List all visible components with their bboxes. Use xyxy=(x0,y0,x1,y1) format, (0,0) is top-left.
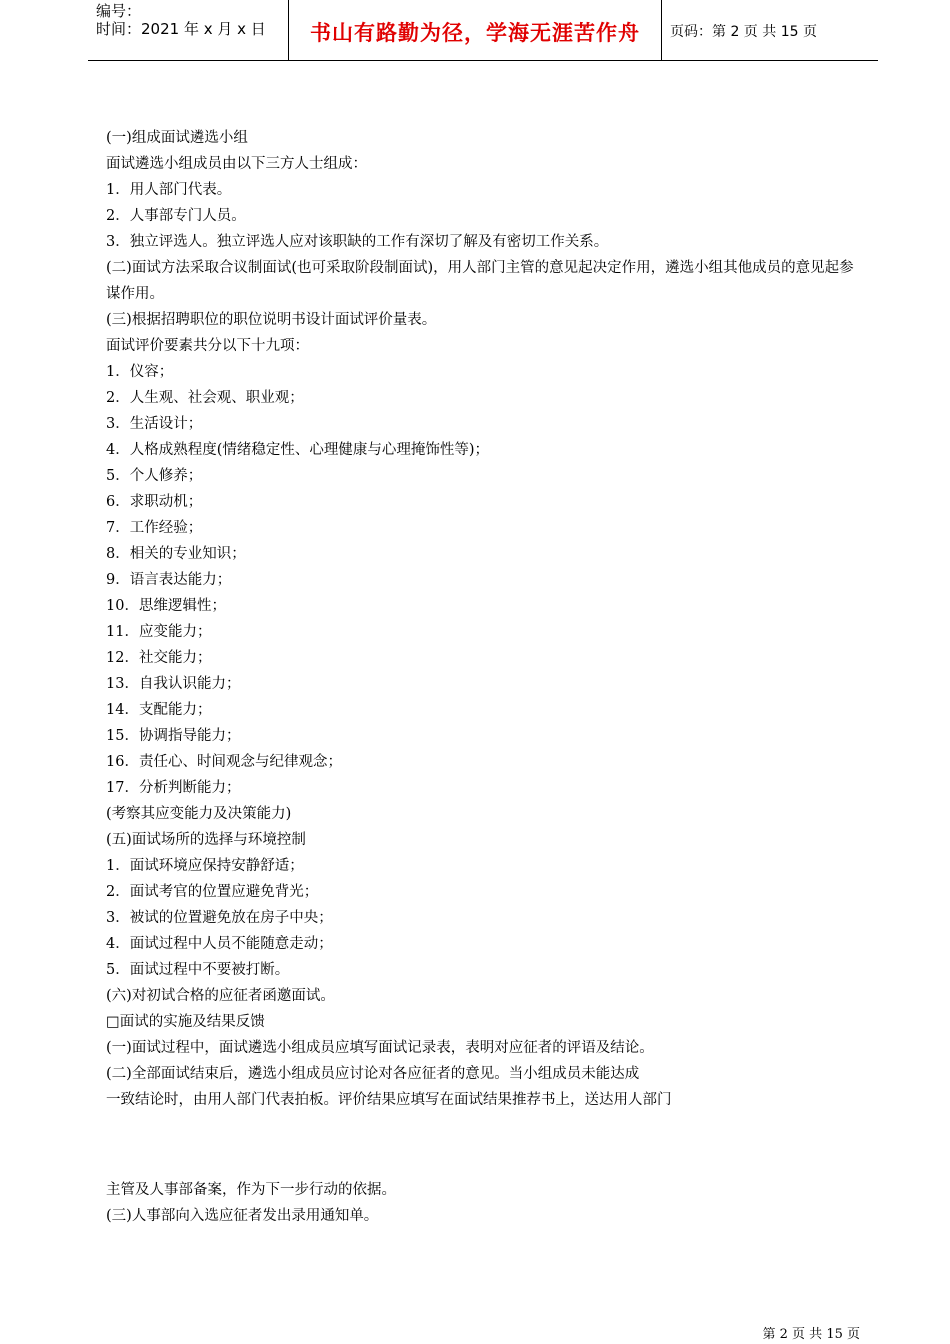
header-meta-cell xyxy=(88,0,289,60)
text-line: 12．社交能力； xyxy=(106,650,212,666)
text-line: 2．人生观、社会观、职业观； xyxy=(106,390,304,406)
text-line: 17．分析判断能力； xyxy=(106,780,241,796)
body-section-a xyxy=(106,125,866,255)
text-line: 7．工作经验； xyxy=(106,520,203,536)
text-line: 15．协调指导能力； xyxy=(106,728,241,744)
text-line: 面试评价要素共分以下十九项： xyxy=(106,338,309,354)
document-body xyxy=(106,125,866,1229)
text-line: □面试的实施及结果反馈 xyxy=(106,1014,265,1030)
text-line: 1．仪容； xyxy=(106,364,174,380)
text-line: 4．人格成熟程度(情绪稳定性、心理健康与心理掩饰性等)； xyxy=(106,442,490,458)
text-line: 16．责任心、时间观念与纪律观念； xyxy=(106,754,342,770)
header-motto: 书山有路勤为径，学海无涯苦作舟 xyxy=(310,21,640,45)
text-line: (三)人事部向入选应征者发出录用通知单。 xyxy=(106,1208,379,1224)
header-page-info: 页码：第 2 页 共 15 页 xyxy=(670,24,817,40)
text-line: 主管及人事部备案，作为下一步行动的依据。 xyxy=(106,1182,396,1198)
text-line: (考察其应变能力及决策能力) xyxy=(106,806,292,822)
paragraph-interview-method: (二)面试方法采取合议制面试(也可采取阶段制面试)，用人部门主管的意见起决定作用，遴选小组其他成员的意见起参谋作用。 xyxy=(106,260,854,302)
text-line: 8．相关的专业知识； xyxy=(106,546,246,562)
body-section-c xyxy=(106,1177,866,1229)
text-line: 9．语言表达能力； xyxy=(106,572,232,588)
page-header xyxy=(88,0,878,61)
text-line: 11．应变能力； xyxy=(106,624,212,640)
text-line: 1．用人部门代表。 xyxy=(106,182,232,198)
text-line: 2．面试考官的位置应避免背光； xyxy=(106,884,319,900)
text-line: 14．支配能力； xyxy=(106,702,212,718)
text-line: 3．被试的位置避免放在房子中央； xyxy=(106,910,333,926)
text-line: 面试遴选小组成员由以下三方人士组成： xyxy=(106,156,367,172)
text-line: (六)对初试合格的应征者函邀面试。 xyxy=(106,988,335,1004)
header-motto-cell xyxy=(289,0,662,60)
text-line: 5．面试过程中不要被打断。 xyxy=(106,962,290,978)
text-line: 3．独立评选人。独立评选人应对该职缺的工作有深切了解及有密切工作关系。 xyxy=(106,234,609,250)
text-line: 4．面试过程中人员不能随意走动； xyxy=(106,936,333,952)
page-gap xyxy=(106,1113,866,1177)
text-line: 5．个人修养； xyxy=(106,468,203,484)
text-line: (二)全部面试结束后，遴选小组成员应讨论对各应征者的意见。当小组成员未能达成 xyxy=(106,1066,640,1082)
text-line: (一)面试过程中，面试遴选小组成员应填写面试记录表，表明对应征者的评语及结论。 xyxy=(106,1040,654,1056)
text-line: (一)组成面试遴选小组 xyxy=(106,130,248,146)
document-time-label: 时间：2021 年 x 月 x 日 xyxy=(96,20,266,38)
text-line: 6．求职动机； xyxy=(106,494,203,510)
text-line: 1．面试环境应保持安静舒适； xyxy=(106,858,304,874)
text-line: 2．人事部专门人员。 xyxy=(106,208,246,224)
body-section-b xyxy=(106,307,866,1113)
page-footer: 第 2 页 共 15 页 xyxy=(762,1327,860,1342)
text-line: (三)根据招聘职位的职位说明书设计面试评价量表。 xyxy=(106,312,437,328)
text-line: 一致结论时，由用人部门代表拍板。评价结果应填写在面试结果推荐书上，送达用人部门 xyxy=(106,1092,672,1108)
text-line: (五)面试场所的选择与环境控制 xyxy=(106,832,306,848)
text-line: 10．思维逻辑性； xyxy=(106,598,226,614)
text-line: 3．生活设计； xyxy=(106,416,203,432)
text-line: 13．自我认识能力； xyxy=(106,676,241,692)
document-number-label: 编号： xyxy=(96,2,142,20)
header-page-cell xyxy=(662,0,878,60)
